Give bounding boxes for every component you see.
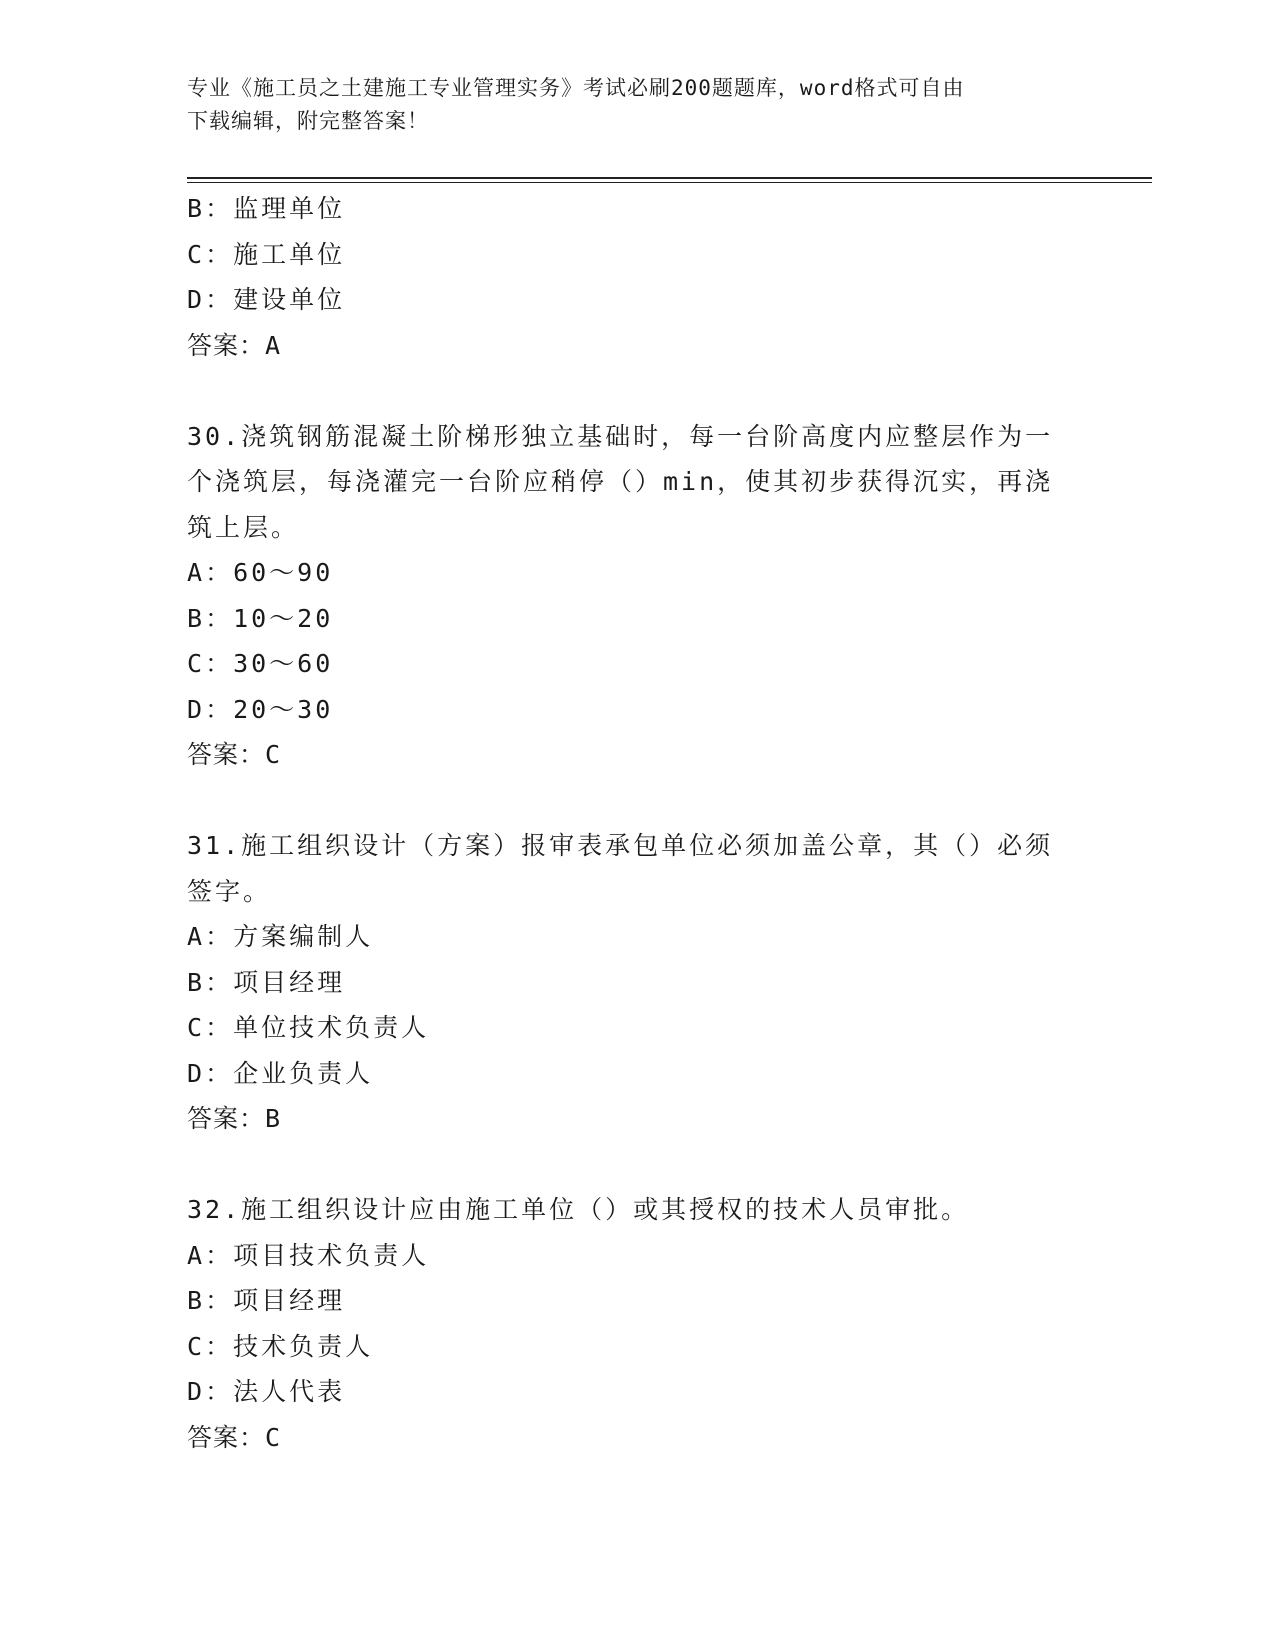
answer-value: B [265, 1104, 282, 1133]
spacer [187, 778, 1087, 824]
option-letter: B [187, 603, 206, 633]
option-separator: ： [205, 1240, 234, 1270]
option-separator: ： [205, 1286, 234, 1315]
option-d [187, 687, 1087, 733]
option-letter: D [187, 1058, 206, 1088]
option-letter: B [187, 1286, 206, 1315]
option-letter: B [187, 194, 206, 223]
option-separator: ： [205, 239, 234, 269]
header-rule-thin [187, 182, 1152, 183]
option-text: 企业负责人 [233, 1058, 374, 1088]
question-stem-line: 筑上层。 [187, 512, 300, 542]
option-separator: ： [205, 694, 234, 724]
answer-line [187, 1415, 1087, 1461]
option-letter: A [187, 1240, 206, 1270]
option-text: 30～60 [233, 649, 334, 678]
header-rule-thick [187, 177, 1152, 179]
page-header [187, 72, 1067, 138]
header-line-2: 下载编辑，附完整答案！ [187, 109, 429, 133]
option-letter: D [187, 285, 206, 314]
option-c [187, 1005, 1087, 1051]
option-letter: C [187, 239, 206, 269]
question-31 [187, 823, 1087, 1142]
option-text: 单位技术负责人 [233, 1013, 430, 1042]
question-stem-line: 32.施工组织设计应由施工单位（）或其授权的技术人员审批。 [187, 1195, 970, 1224]
answer-label: 答案： [187, 740, 266, 769]
option-separator: ： [205, 1058, 234, 1088]
option-letter: A [187, 558, 206, 587]
option-d [187, 1051, 1087, 1097]
option-b [187, 960, 1087, 1006]
option-separator: ： [205, 922, 234, 951]
option-d [187, 277, 1087, 323]
continued-question [187, 186, 1087, 368]
option-separator: ： [205, 603, 234, 633]
option-a [187, 550, 1087, 596]
option-letter: A [187, 922, 206, 951]
option-separator: ： [205, 558, 234, 587]
option-b [187, 186, 1087, 232]
answer-value: A [265, 330, 282, 360]
option-letter: C [187, 1013, 206, 1042]
option-letter: D [187, 1377, 206, 1406]
option-a [187, 914, 1087, 960]
option-text: 施工单位 [233, 239, 346, 269]
option-text: 方案编制人 [233, 922, 374, 951]
option-b [187, 1278, 1087, 1324]
question-stem-line: 30.浇筑钢筋混凝土阶梯形独立基础时，每一台阶高度内应整层作为一 [187, 421, 1054, 451]
option-text: 10～20 [233, 603, 334, 633]
option-separator: ： [205, 1377, 234, 1406]
option-separator: ： [205, 967, 234, 997]
question-32 [187, 1187, 1087, 1460]
option-separator: ： [205, 1013, 234, 1042]
answer-label: 答案： [187, 330, 266, 360]
option-separator: ： [205, 285, 234, 314]
answer-line [187, 323, 1087, 369]
answer-line [187, 1096, 1087, 1142]
option-separator: ： [205, 1331, 234, 1361]
option-letter: B [187, 967, 206, 997]
option-text: 项目经理 [233, 967, 346, 997]
question-stem-line: 31.施工组织设计（方案）报审表承包单位必须加盖公章，其（）必须 [187, 831, 1054, 860]
option-text: 20～30 [233, 694, 334, 724]
option-text: 60～90 [233, 558, 334, 587]
option-c [187, 641, 1087, 687]
option-text: 建设单位 [233, 285, 346, 314]
question-content [187, 186, 1087, 1460]
option-text: 项目技术负责人 [233, 1240, 430, 1270]
option-separator: ： [205, 194, 234, 223]
question-30 [187, 414, 1087, 778]
option-text: 监理单位 [233, 194, 346, 223]
header-line-1: 专业《施工员之土建施工专业管理实务》考试必刷200题题库，word格式可自由 [187, 76, 965, 100]
option-text: 项目经理 [233, 1286, 346, 1315]
option-text: 技术负责人 [233, 1331, 374, 1361]
option-separator: ： [205, 649, 234, 678]
option-letter: C [187, 649, 206, 678]
option-c [187, 232, 1087, 278]
question-stem-line: 个浇筑层，每浇灌完一台阶应稍停（）min，使其初步获得沉实，再浇 [187, 467, 1054, 496]
spacer [187, 368, 1087, 414]
answer-label: 答案： [187, 1422, 266, 1452]
answer-label: 答案： [187, 1104, 266, 1133]
answer-value: C [265, 1422, 282, 1452]
option-letter: C [187, 1331, 206, 1361]
answer-value: C [265, 740, 282, 769]
option-c [187, 1324, 1087, 1370]
spacer [187, 1142, 1087, 1188]
option-letter: D [187, 694, 206, 724]
option-b [187, 596, 1087, 642]
option-d [187, 1369, 1087, 1415]
answer-line [187, 732, 1087, 778]
option-a [187, 1233, 1087, 1279]
option-text: 法人代表 [233, 1377, 346, 1406]
question-stem-line: 签字。 [187, 876, 272, 906]
